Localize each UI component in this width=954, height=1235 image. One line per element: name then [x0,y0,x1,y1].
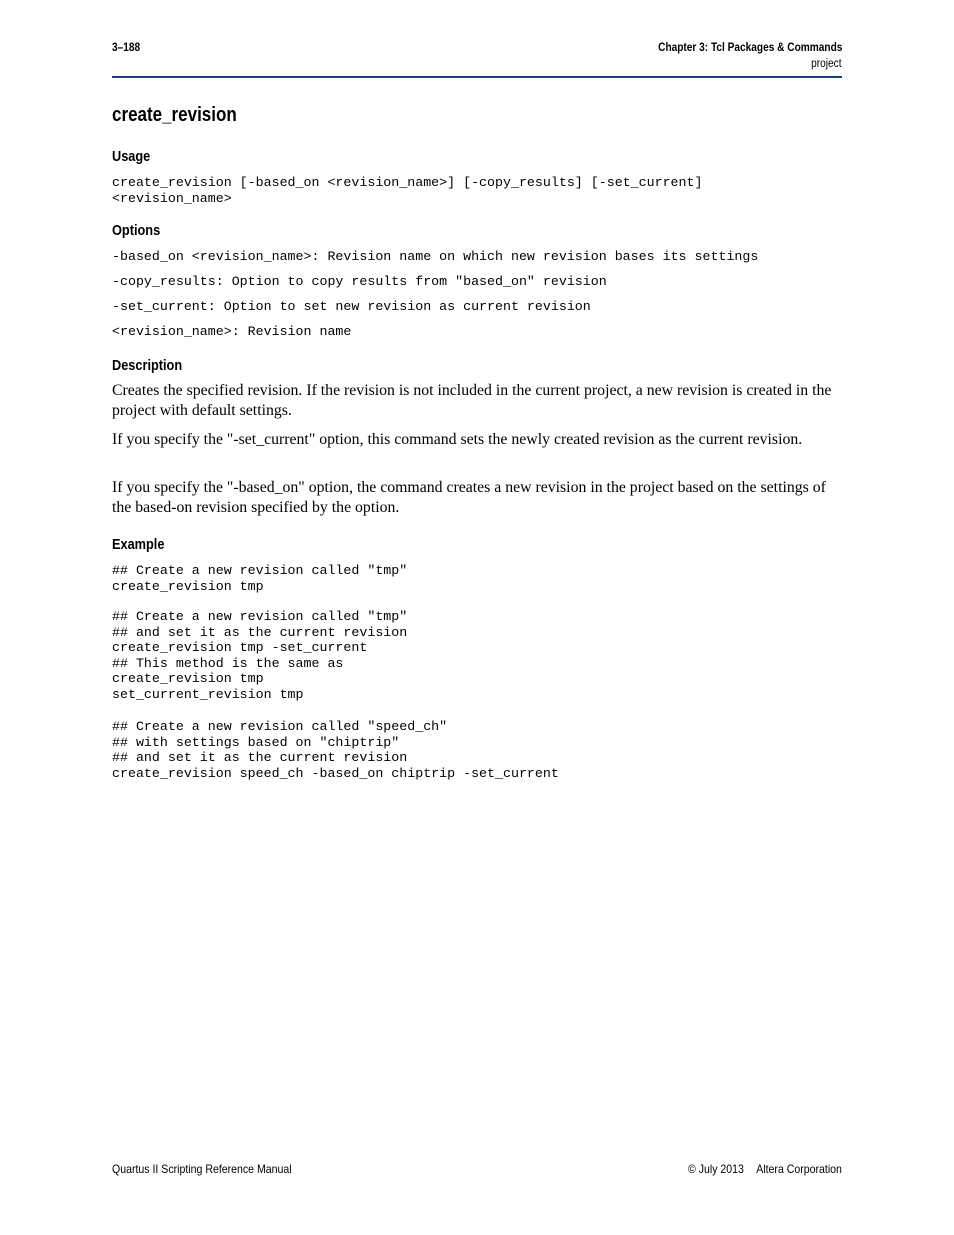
option-set-current: -set_current: Option to set new revision as current revision [112,299,591,314]
page-header [112,42,842,78]
footer-copyright [688,1162,842,1176]
description-heading: Description [112,357,183,374]
chapter-title: Chapter 3: Tcl Packages & Commands [657,42,842,54]
usage-line-1: create_revision [-based_on <revision_name>] [-copy_results] [-set_current] [112,175,703,190]
example-heading: Example [112,536,165,553]
section-name: project [811,58,842,70]
option-revision-name: <revision_name>: Revision name [112,324,352,339]
description-paragraph-1: Creates the specified revision. If the revision is not included in the current project, a new revision is created in the project with default settings. [112,382,832,419]
example-block-1: ## Create a new revision called "tmp" create_revision tmp [112,563,408,594]
usage-line-2: <revision_name> [112,190,232,206]
option-copy-results: -copy_results: Option to copy results from "based_on" revision [112,274,607,289]
footer-company: Altera Corporation [756,1162,842,1176]
page-number: 3–188 [112,42,141,54]
example-block-2: ## Create a new revision called "tmp" ## and set it as the current revision create_revision tmp -set_current ## This method is the same as create_revision tmp set_current_revision tmp [112,609,408,702]
footer-date: © July 2013 [688,1162,744,1176]
header-rule [112,76,842,78]
description-paragraph-2: If you specify the "-set_current" option, this command sets the newly created revision as the current revision. [112,431,803,448]
footer-manual-title: Quartus II Scripting Reference Manual [112,1162,292,1176]
usage-heading: Usage [112,148,151,165]
example-block-3: ## Create a new revision called "speed_ch" ## with settings based on "chiptrip" ## and set it as the current revision create_revision speed_ch -based_on chiptrip -set_current [112,719,559,781]
page-title: create_revision [112,104,237,126]
description-paragraph-3: If you specify the "-based_on" option, the command creates a new revision in the project based on the settings of the based-on revision specified by the option. [112,479,826,516]
option-based-on: -based_on <revision_name>: Revision name on which new revision bases its settings [112,249,759,264]
options-heading: Options [112,222,161,239]
